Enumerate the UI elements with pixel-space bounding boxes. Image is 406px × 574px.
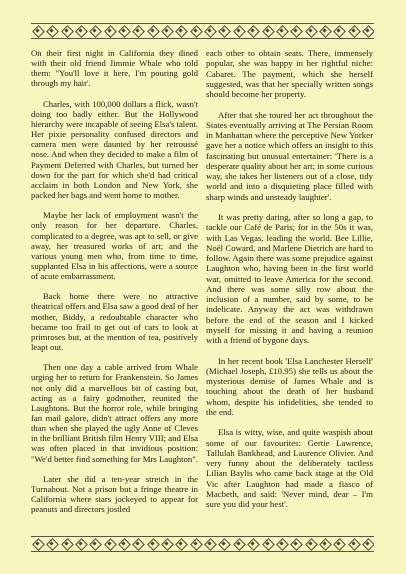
- ornament-icon: [261, 25, 274, 37]
- ornament-icon: [203, 25, 216, 37]
- ornament-icon: [332, 538, 345, 550]
- ornament-icon: [289, 538, 302, 550]
- ornament-icon: [146, 538, 159, 550]
- ornament-icon: [275, 538, 288, 550]
- paragraph: Charles, with 100,000 dollars a flick, wasn't doing too badly either. But the Hollywood hierarchy were incapable of seeing Elsa's talent. Her pixie personality confused directors and camera men were daunted by her retroussé nose. And when they decided to make a film of Payment Deferred with Charles, but turned her down for the part for which she'd had critical acclaim in both London and New York, she packed her bags and went home to mother.: [31, 98, 198, 200]
- paragraph: Then one day a cable arrived from Whale urging her to return for Frankenstein. So James not only did a marvellous bit of casting but, acting as a fairy godmother, reunited the Laughtons. But the horror role, while bringing fan mail galore, didn't attract offers any more than when she played the ugly Anne of Cleves in the brilliant British film Henry VIII; and Elsa was often placed in that invidious position: "We'd better find something for Mrs Laughton".: [31, 362, 198, 464]
- ornament-icon: [275, 25, 288, 37]
- ornament-icon: [217, 25, 230, 37]
- ornament-icon: [289, 25, 302, 37]
- ornament-icon: [318, 538, 331, 550]
- paragraph: It was pretty daring, after so long a gap, to tackle our Café de Paris; for in the 50s it was, with Las Vegas, leading the world. Bee Lillie, Noël Coward, and Marlene Dietrich are hard to follow. Again there was some prejudice against Laughton who, having been in the first world war, omitted to leave America for the second. And there was some silly row about the inclusion of a number, said by some, to be indelicate. Anyway the act was withdrawn before the end of the season and I kicked myself for missing it and having a reunion with a friend of bygone days.: [206, 212, 373, 345]
- bottom-ornamental-border: [31, 536, 374, 552]
- paragraph: Elsa is witty, wise, and quite waspish about some of our favourites: Gertie Lawrence, Tallulah Bankhead, and Laurence Olivier. And very funny about the deliberately tactless Lilian Baylis who came back stage at the Old Vic after Laughton had made a fiasco of Macbeth, and said: 'Never mind, dear – I'm sure you did your best'.: [206, 427, 373, 509]
- ornament-icon: [232, 538, 245, 550]
- ornament-icon: [232, 25, 245, 37]
- ornament-icon: [361, 538, 374, 550]
- ornament-icon: [60, 538, 73, 550]
- ornament-icon: [361, 25, 374, 37]
- ornament-icon: [131, 538, 144, 550]
- ornament-icon: [160, 25, 173, 37]
- ornament-icon: [347, 25, 360, 37]
- paragraph: On their first night in California they dined with their old friend Jimmie Whale who told them: "You'll love it here, I'm pouring gold through my hair'.: [31, 48, 198, 89]
- ornament-icon: [332, 25, 345, 37]
- ornament-icon: [246, 25, 259, 37]
- ornament-icon: [88, 538, 101, 550]
- ornament-icon: [261, 538, 274, 550]
- ornament-icon: [318, 25, 331, 37]
- ornament-icon: [203, 538, 216, 550]
- ornament-icon: [189, 25, 202, 37]
- ornament-icon: [117, 25, 130, 37]
- ornament-icon: [174, 538, 187, 550]
- ornament-icon: [31, 25, 44, 37]
- paragraph: Maybe her lack of employment wasn't the only reason for her departure. Charles, complicated to a degree, was apt to sell, or give away, her treasured works of art; and the various young men who, from time to time, supplanted Elsa in his affections, were a source of acute embarrassment.: [31, 210, 198, 282]
- right-column: [206, 48, 373, 520]
- paragraph: Later she did a ten-year stretch in the Turnabout. Not a prison but a fringe theatre in California where stars jockeyed to appear for peanuts and directors jostled: [31, 473, 198, 515]
- ornament-icon: [103, 25, 116, 37]
- left-column: [31, 48, 198, 525]
- ornament-icon: [304, 25, 317, 37]
- ornament-icon: [74, 538, 87, 550]
- ornament-icon: [347, 538, 360, 550]
- ornament-icon: [160, 538, 173, 550]
- ornament-icon: [217, 538, 230, 550]
- ornament-icon: [103, 538, 116, 550]
- paragraph: In her recent book 'Elsa Lanchester Herself' (Michael Joseph, £10.95) she tells us about the mysterious demise of James Whale and is touching about the death of her husband whom, despite his infidelities, she tended to the end.: [206, 355, 373, 417]
- ornament-icon: [189, 538, 202, 550]
- ornament-icon: [174, 25, 187, 37]
- ornament-icon: [131, 25, 144, 37]
- ornament-icon: [88, 25, 101, 37]
- paragraph: After that she toured her act throughout the States eventually arriving at The Persian Room in Manhattan where the perceptive New Yorker gave her a notice which offers an insight to this fascinating but unusual entertainer: 'There is a desperate quality about her art; in some curious way, she takes her listeners out of a close, tidy world and into a disquieting place filled with sharp winds and unsteady laughter'.: [206, 109, 373, 202]
- ornament-icon: [60, 25, 73, 37]
- top-ornamental-border: [31, 23, 374, 39]
- ornament-icon: [45, 25, 58, 37]
- ornament-icon: [146, 25, 159, 37]
- ornament-icon: [117, 538, 130, 550]
- ornament-icon: [74, 25, 87, 37]
- paragraph: Back home there were no attractive theatrical offers and Elsa saw a good deal of her mother, Biddy, a redoubtable character who became too frail to get out of cars to look at primroses but, at the mention of tea, positively leapt out.: [31, 291, 199, 353]
- ornament-icon: [304, 538, 317, 550]
- ornament-icon: [31, 538, 44, 550]
- ornament-icon: [45, 538, 58, 550]
- paragraph: each other to obtain seats. There, immensely popular, she was happy in her rightful niche: Cabaret. The payment, which she herself suggested, was that her specially written songs should become her property.: [206, 48, 373, 99]
- ornament-icon: [246, 538, 259, 550]
